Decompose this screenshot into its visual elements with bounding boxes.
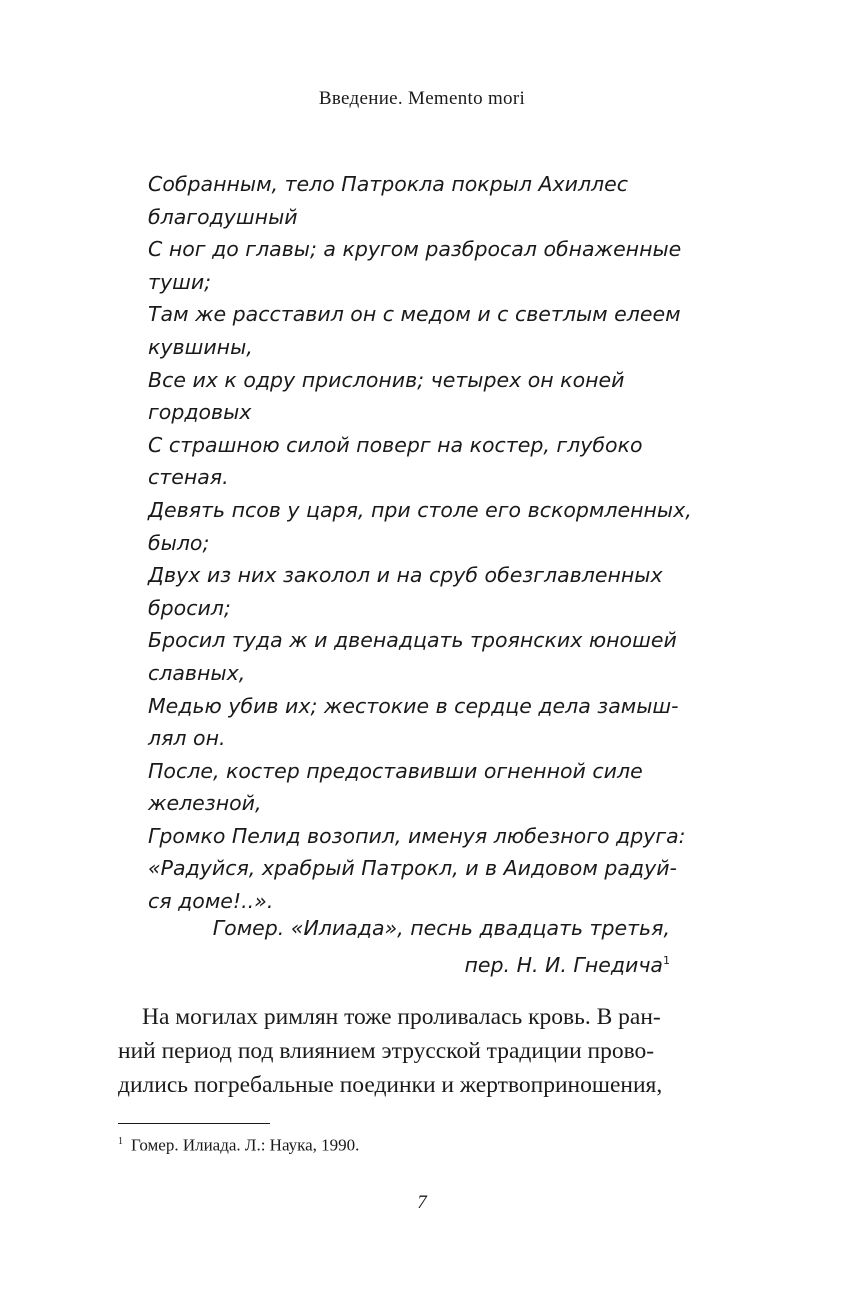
poem-line: кувшины,: [148, 334, 253, 359]
attribution-translator: [213, 945, 670, 981]
poem-line: Бросил туда ж и двенадцать троянских юношей: [148, 628, 677, 653]
footnote-reference[interactable]: 1: [663, 953, 670, 967]
poem-line: «Радуйся, храбрый Патрокл, и в Аидовом радуй-: [148, 856, 677, 881]
footnote-mark: 1: [118, 1136, 123, 1147]
poem-line: благодушный: [148, 204, 298, 229]
poem-line: бросил;: [148, 595, 231, 620]
poem-line: После, костер предоставивши огненной силе: [148, 758, 643, 783]
poem-line: Девять псов у царя, при столе его вскормленных,: [148, 497, 692, 522]
body-line: На могилах римлян тоже проливалась кровь. В ран-: [142, 1004, 661, 1030]
poem-line: Громко Пелид возопил, именуя любезного друга:: [148, 823, 686, 848]
poem-line: С ног до главы; а кругом разбросал обнаженные: [148, 237, 682, 262]
page-number: 7: [417, 1192, 427, 1213]
body-paragraph: [118, 1000, 700, 1102]
body-line: ний период под влиянием этрусской традиции прово-: [118, 1038, 655, 1064]
poem-line: гордовых: [148, 400, 252, 425]
poem-line: С страшною силой поверг на костер, глубоко: [148, 432, 643, 457]
poem-line: стеная.: [148, 465, 229, 490]
poem-epigraph: [148, 168, 692, 918]
poem-line: Медью убив их; жестокие в сердце дела замыш-: [148, 693, 679, 718]
poem-line: железной,: [148, 791, 262, 816]
footnote-divider: [118, 1123, 270, 1124]
attribution-translator-text: пер. Н. И. Гнедича: [464, 952, 663, 977]
poem-line: славных,: [148, 660, 246, 685]
attribution-source: Гомер. «Илиада», песнь двадцать третья,: [212, 916, 670, 940]
poem-line: Двух из них заколол и на сруб обезглавленных: [148, 563, 663, 588]
running-head: Введение. Memento mori: [318, 88, 526, 109]
poem-line: Все их к одру прислонив; четырех он коней: [148, 367, 625, 392]
body-line: дились погребальные поединки и жертвоприношения,: [118, 1072, 663, 1098]
poem-line: Там же расставил он с медом и с светлым елеем: [148, 302, 681, 327]
poem-line: было;: [148, 530, 210, 555]
footnote-text: Гомер. Илиада. Л.: Наука, 1990.: [131, 1135, 360, 1155]
poem-line: Собранным, тело Патрокла покрыл Ахиллес: [148, 172, 629, 196]
poem-line: туши;: [148, 269, 212, 294]
poem-line: ся доме!..».: [148, 889, 274, 914]
footnote: [118, 1130, 359, 1158]
poem-line: лял он.: [148, 726, 226, 751]
poem-attribution: [213, 912, 670, 981]
